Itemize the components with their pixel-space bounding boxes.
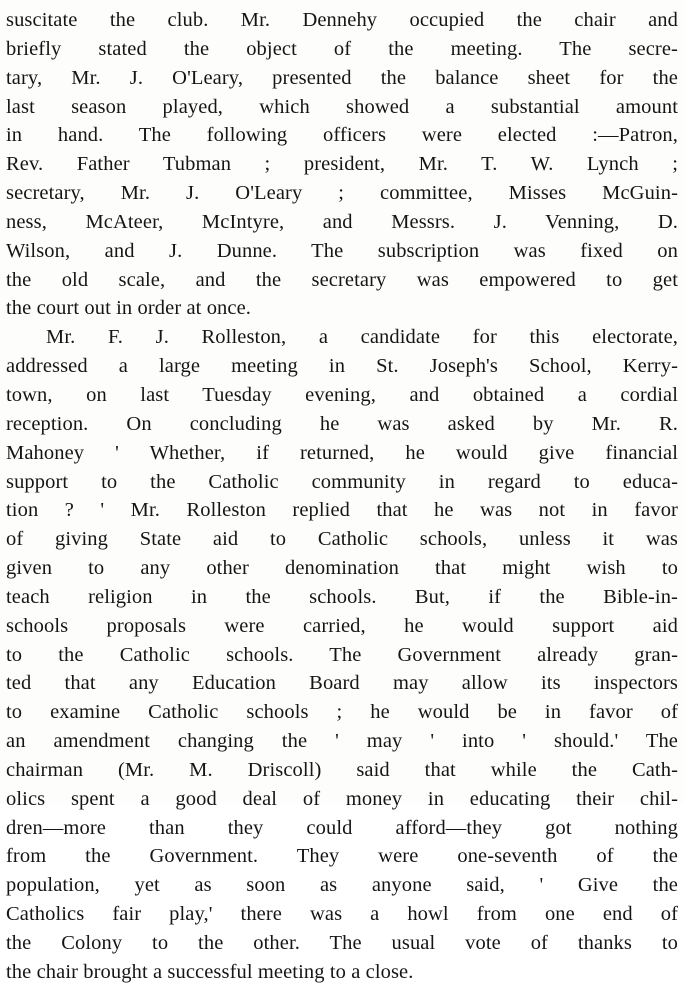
text-line: suscitate the club. Mr. Dennehy occupied the chair and — [6, 9, 678, 31]
text-line: given to any other denomination that might wish to — [6, 557, 678, 580]
text-line: chairman (Mr. M. Driscoll) said that while the Cath- — [6, 758, 678, 781]
text-line: tary, Mr. J. O'Leary, presented the balance sheet for the — [6, 66, 678, 89]
text-line: Catholics fair play,' there was a howl from one end of — [6, 903, 678, 926]
text-line: secretary, Mr. J. O'Leary ; committee, Misses McGuin- — [6, 182, 678, 205]
paragraph-rolleston-meeting — [6, 323, 678, 986]
text-line: in hand. The following officers were elected :—Patron, — [6, 124, 678, 147]
text-line: an amendment changing the ' may ' into ' should.' The — [6, 730, 678, 753]
text-line: ted that any Education Board may allow its inspectors — [6, 672, 678, 695]
text-line: olics spent a good deal of money in educating their chil- — [6, 787, 678, 810]
text-line: Mr. F. J. Rolleston, a candidate for this electorate, — [46, 326, 678, 349]
text-line: teach religion in the schools. But, if the Bible-in- — [6, 585, 678, 608]
text-line: Rev. Father Tubman ; president, Mr. T. W. Lynch ; — [6, 153, 678, 176]
text-line: dren—more than they could afford—they got nothing — [6, 816, 678, 839]
text-line: from the Government. They were one-seventh of the — [6, 845, 678, 868]
text-line: the Colony to the other. The usual vote of thanks to — [6, 932, 678, 954]
text-line: ness, McAteer, McIntyre, and Messrs. J. Venning, D. — [6, 210, 678, 233]
text-line: briefly stated the object of the meeting. The secre- — [6, 37, 678, 60]
text-line: to the Catholic schools. The Government already gran- — [6, 643, 678, 666]
text-line: addressed a large meeting in St. Joseph's School, Kerry- — [6, 355, 678, 378]
text-line: last season played, which showed a substantial amount — [6, 95, 678, 118]
text-line: schools proposals were carried, he would support aid — [6, 614, 678, 637]
text-line: the court out in order at once. — [6, 297, 252, 320]
text-line: population, yet as soon as anyone said, ' Give the — [6, 874, 678, 897]
text-line: support to the Catholic community in regard to educa- — [6, 470, 678, 493]
paragraph-club-meeting — [6, 6, 678, 323]
text-line: tion ? ' Mr. Rolleston replied that he was not in favor — [6, 499, 678, 522]
text-line: the chair brought a successful meeting to a close. — [6, 960, 414, 983]
text-line: town, on last Tuesday evening, and obtained a cordial — [6, 383, 678, 406]
text-line: of giving State aid to Catholic schools, unless it was — [6, 528, 678, 551]
text-line: reception. On concluding he was asked by Mr. R. — [6, 412, 678, 435]
text-line: Wilson, and J. Dunne. The subscription was fixed on — [6, 239, 678, 262]
text-line: to examine Catholic schools ; he would be in favor of — [6, 701, 678, 724]
text-line: Mahoney ' Whether, if returned, he would give financial — [6, 441, 678, 464]
text-line: the old scale, and the secretary was empowered to get — [6, 268, 678, 291]
